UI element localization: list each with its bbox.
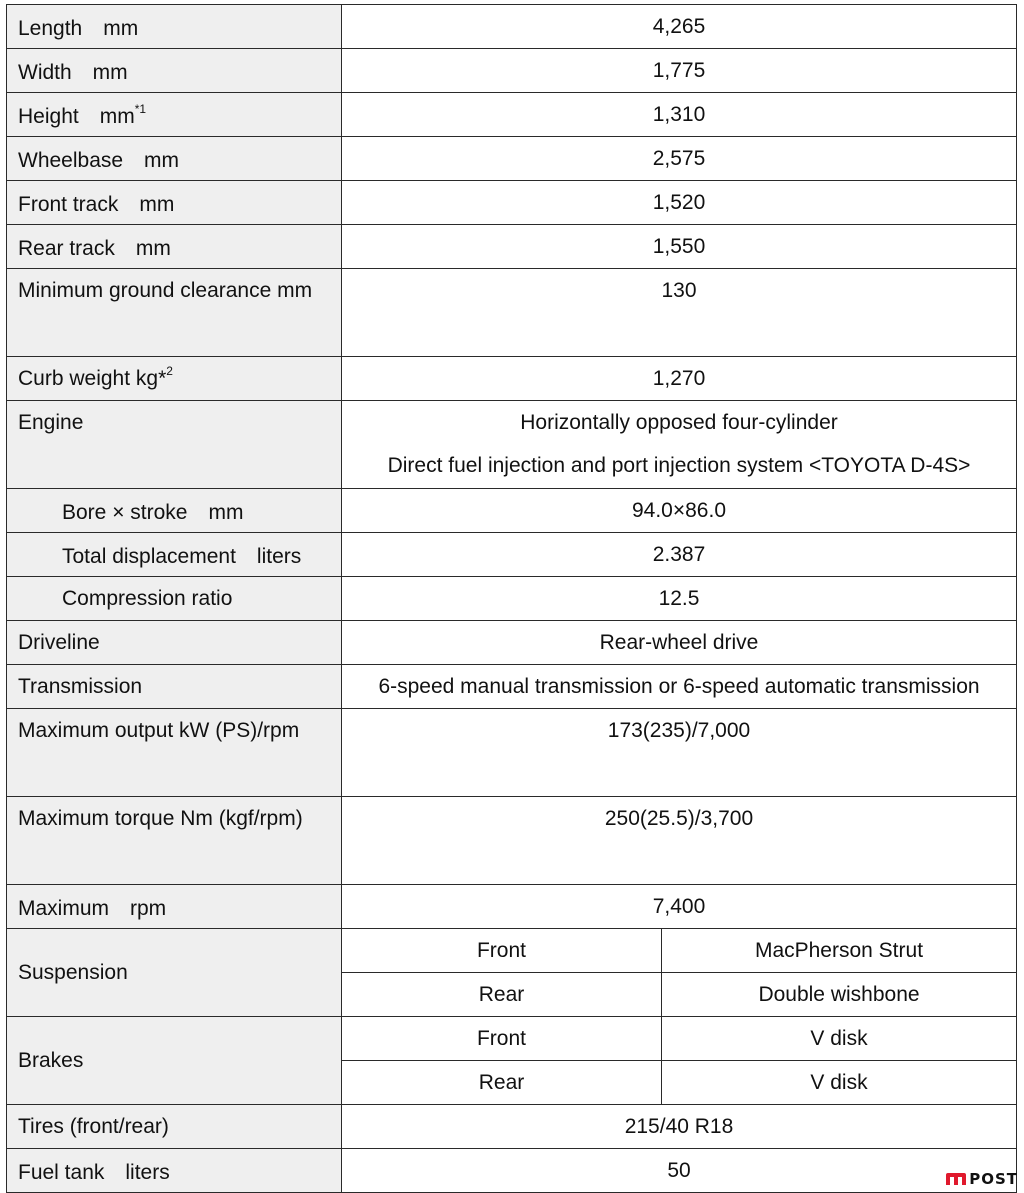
label-text: Height mm	[18, 104, 135, 128]
row-label: Suspension	[7, 929, 342, 1017]
sub-value: Double wishbone	[662, 973, 1017, 1017]
table-row	[7, 489, 1017, 533]
row-label: Maximum rpm	[7, 885, 342, 929]
table-row	[7, 357, 1017, 401]
row-label	[7, 357, 342, 401]
table-row	[7, 709, 1017, 797]
row-value: 1,310	[342, 93, 1017, 137]
row-label: Front track mm	[7, 181, 342, 225]
label-text: Curb weight kg*	[18, 367, 167, 390]
table-row	[7, 269, 1017, 357]
table-row	[7, 225, 1017, 269]
sub-value: V disk	[662, 1061, 1017, 1105]
row-value: 1,775	[342, 49, 1017, 93]
row-label: Wheelbase mm	[7, 137, 342, 181]
row-label: Width mm	[7, 49, 342, 93]
row-value: 215/40 R18	[342, 1105, 1017, 1149]
table-row	[7, 137, 1017, 181]
table-row	[7, 93, 1017, 137]
spec-table	[6, 4, 1017, 1193]
footnote-mark: *1	[134, 101, 147, 116]
row-value: 1,520	[342, 181, 1017, 225]
row-label: Engine	[7, 401, 342, 489]
table-row	[7, 533, 1017, 577]
sub-label: Front	[342, 929, 662, 973]
row-value: 4,265	[342, 5, 1017, 49]
table-row	[7, 181, 1017, 225]
row-value: 2.387	[342, 533, 1017, 577]
table-row	[7, 1105, 1017, 1149]
row-label: Bore × stroke mm	[7, 489, 342, 533]
row-value: 12.5	[342, 577, 1017, 621]
row-value: 50	[342, 1149, 1017, 1193]
sub-label: Front	[342, 1017, 662, 1061]
row-label: Maximum torque Nm (kgf/rpm)	[7, 797, 342, 885]
table-row	[7, 1017, 1017, 1061]
sub-label: Rear	[342, 973, 662, 1017]
row-value: 94.0×86.0	[342, 489, 1017, 533]
row-label: Compression ratio	[7, 577, 342, 621]
row-value	[342, 401, 1017, 489]
row-label: Length mm	[7, 5, 342, 49]
row-label: Rear track mm	[7, 225, 342, 269]
m-logo-icon	[945, 1172, 967, 1186]
row-label: Driveline	[7, 621, 342, 665]
table-row	[7, 1149, 1017, 1193]
table-row	[7, 665, 1017, 709]
row-label: Total displacement liters	[7, 533, 342, 577]
sub-label: Rear	[342, 1061, 662, 1105]
table-row	[7, 885, 1017, 929]
row-label: Fuel tank liters	[7, 1149, 342, 1193]
table-row	[7, 929, 1017, 973]
row-value: 1,550	[342, 225, 1017, 269]
row-value: 6-speed manual transmission or 6-speed automatic transmission	[342, 665, 1017, 709]
row-label	[7, 93, 342, 137]
engine-line-2: Direct fuel injection and port injection system <TOYOTA D-4S>	[387, 454, 971, 477]
table-row	[7, 577, 1017, 621]
table-row	[7, 49, 1017, 93]
row-label: Tires (front/rear)	[7, 1105, 342, 1149]
row-value: 250(25.5)/3,700	[342, 797, 1017, 885]
table-row	[7, 5, 1017, 49]
sub-value: V disk	[662, 1017, 1017, 1061]
watermark-logo	[945, 1170, 1018, 1188]
row-value: 130	[342, 269, 1017, 357]
row-label: Minimum ground clearance mm	[7, 269, 342, 357]
engine-line-1: Horizontally opposed four-cylinder	[520, 411, 838, 434]
footnote-mark: 2	[166, 364, 173, 378]
table-row	[7, 621, 1017, 665]
row-label: Maximum output kW (PS)/rpm	[7, 709, 342, 797]
watermark-text: POST	[969, 1170, 1018, 1188]
sub-value: MacPherson Strut	[662, 929, 1017, 973]
row-value: 7,400	[342, 885, 1017, 929]
table-row	[7, 797, 1017, 885]
row-value: 2,575	[342, 137, 1017, 181]
row-label: Brakes	[7, 1017, 342, 1105]
row-value: 173(235)/7,000	[342, 709, 1017, 797]
table-row	[7, 401, 1017, 489]
row-label: Transmission	[7, 665, 342, 709]
row-value: 1,270	[342, 357, 1017, 401]
row-value: Rear-wheel drive	[342, 621, 1017, 665]
